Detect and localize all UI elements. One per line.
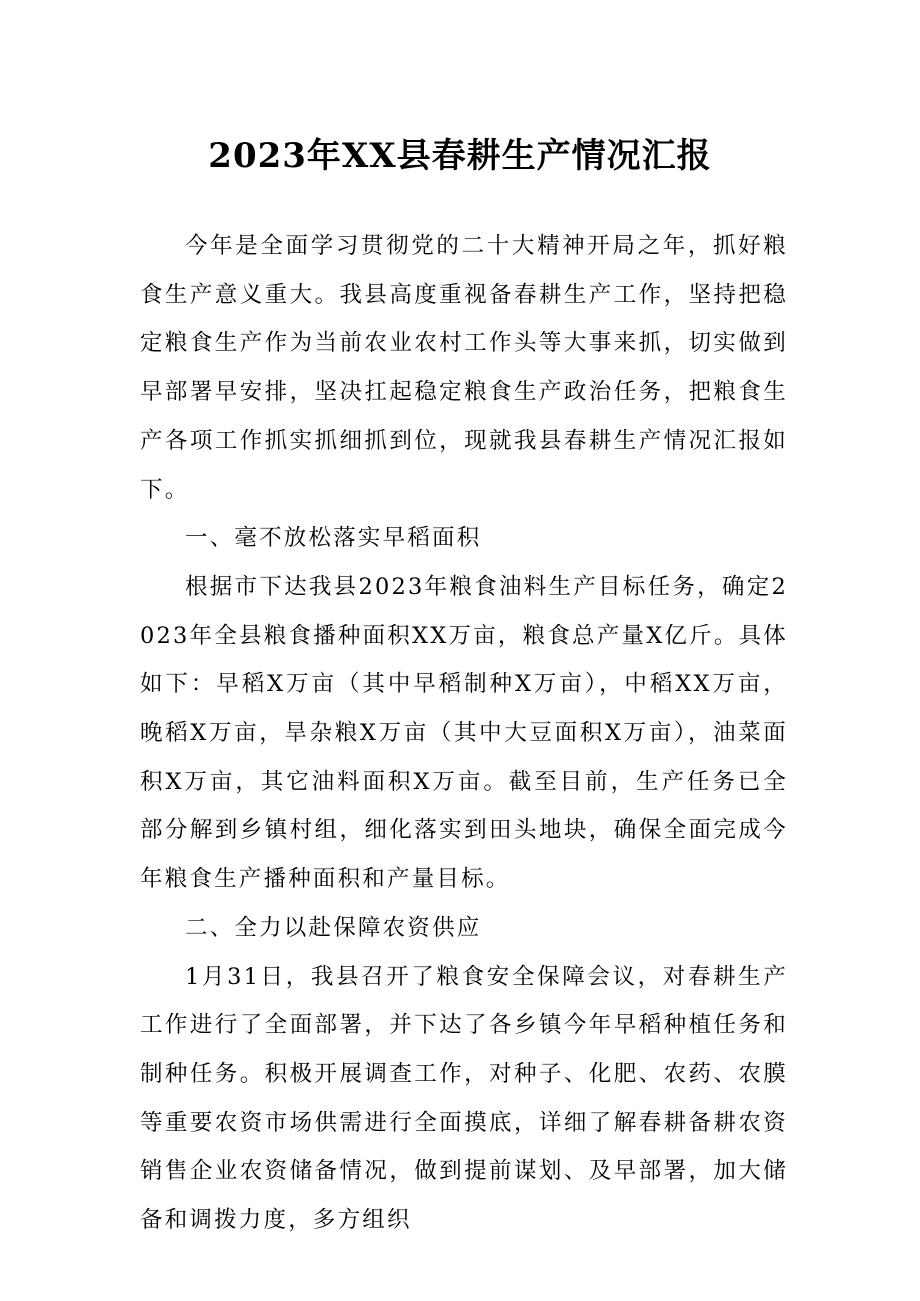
section-heading-1: 一、毫不放松落实早稻面积 bbox=[185, 525, 482, 552]
section-paragraph-1: 根据市下达我县2023年粮食油料生产目标任务，确定2023年全县粮食播种面积XX万亩，粮食总产量X亿斤。具体如下：早稻X万亩（其中早稻制种X万亩），中稻XX万亩，晚稻X万亩，旱杂粮X万亩（其中大豆面积X万亩），油菜面积X万亩，其它油料面积X万亩。截至目前，生产任务已全部分解到乡镇村组，细化落实到田头地块，确保全面完成今年粮食生产播种面积和产量目标。 bbox=[140, 573, 788, 893]
section-heading-2: 二、全力以赴保障农资供应 bbox=[185, 914, 482, 941]
section-paragraph-2: 1月31日，我县召开了粮食安全保障会议，对春耕生产工作进行了全面部署，并下达了各乡镇今年早稻种植任务和制种任务。积极开展调查工作，对种子、化肥、农药、农膜等重要农资市场供需进行全面摸底，详细了解春耕备耕农资销售企业农资储备情况，做到提前谋划、及早部署，加大储备和调拨力度，多方组织 bbox=[140, 963, 788, 1234]
intro-paragraph: 今年是全面学习贯彻党的二十大精神开局之年，抓好粮食生产意义重大。我县高度重视备春耕生产工作，坚持把稳定粮食生产作为当前农业农村工作头等大事来抓，切实做到早部署早安排，坚决扛起稳定粮食生产政治任务，把粮食生产各项工作抓实抓细抓到位，现就我县春耕生产情况汇报如下。 bbox=[140, 233, 788, 503]
document-body bbox=[140, 222, 788, 1245]
document-title: 2023年XX县春耕生产情况汇报 bbox=[208, 136, 712, 176]
